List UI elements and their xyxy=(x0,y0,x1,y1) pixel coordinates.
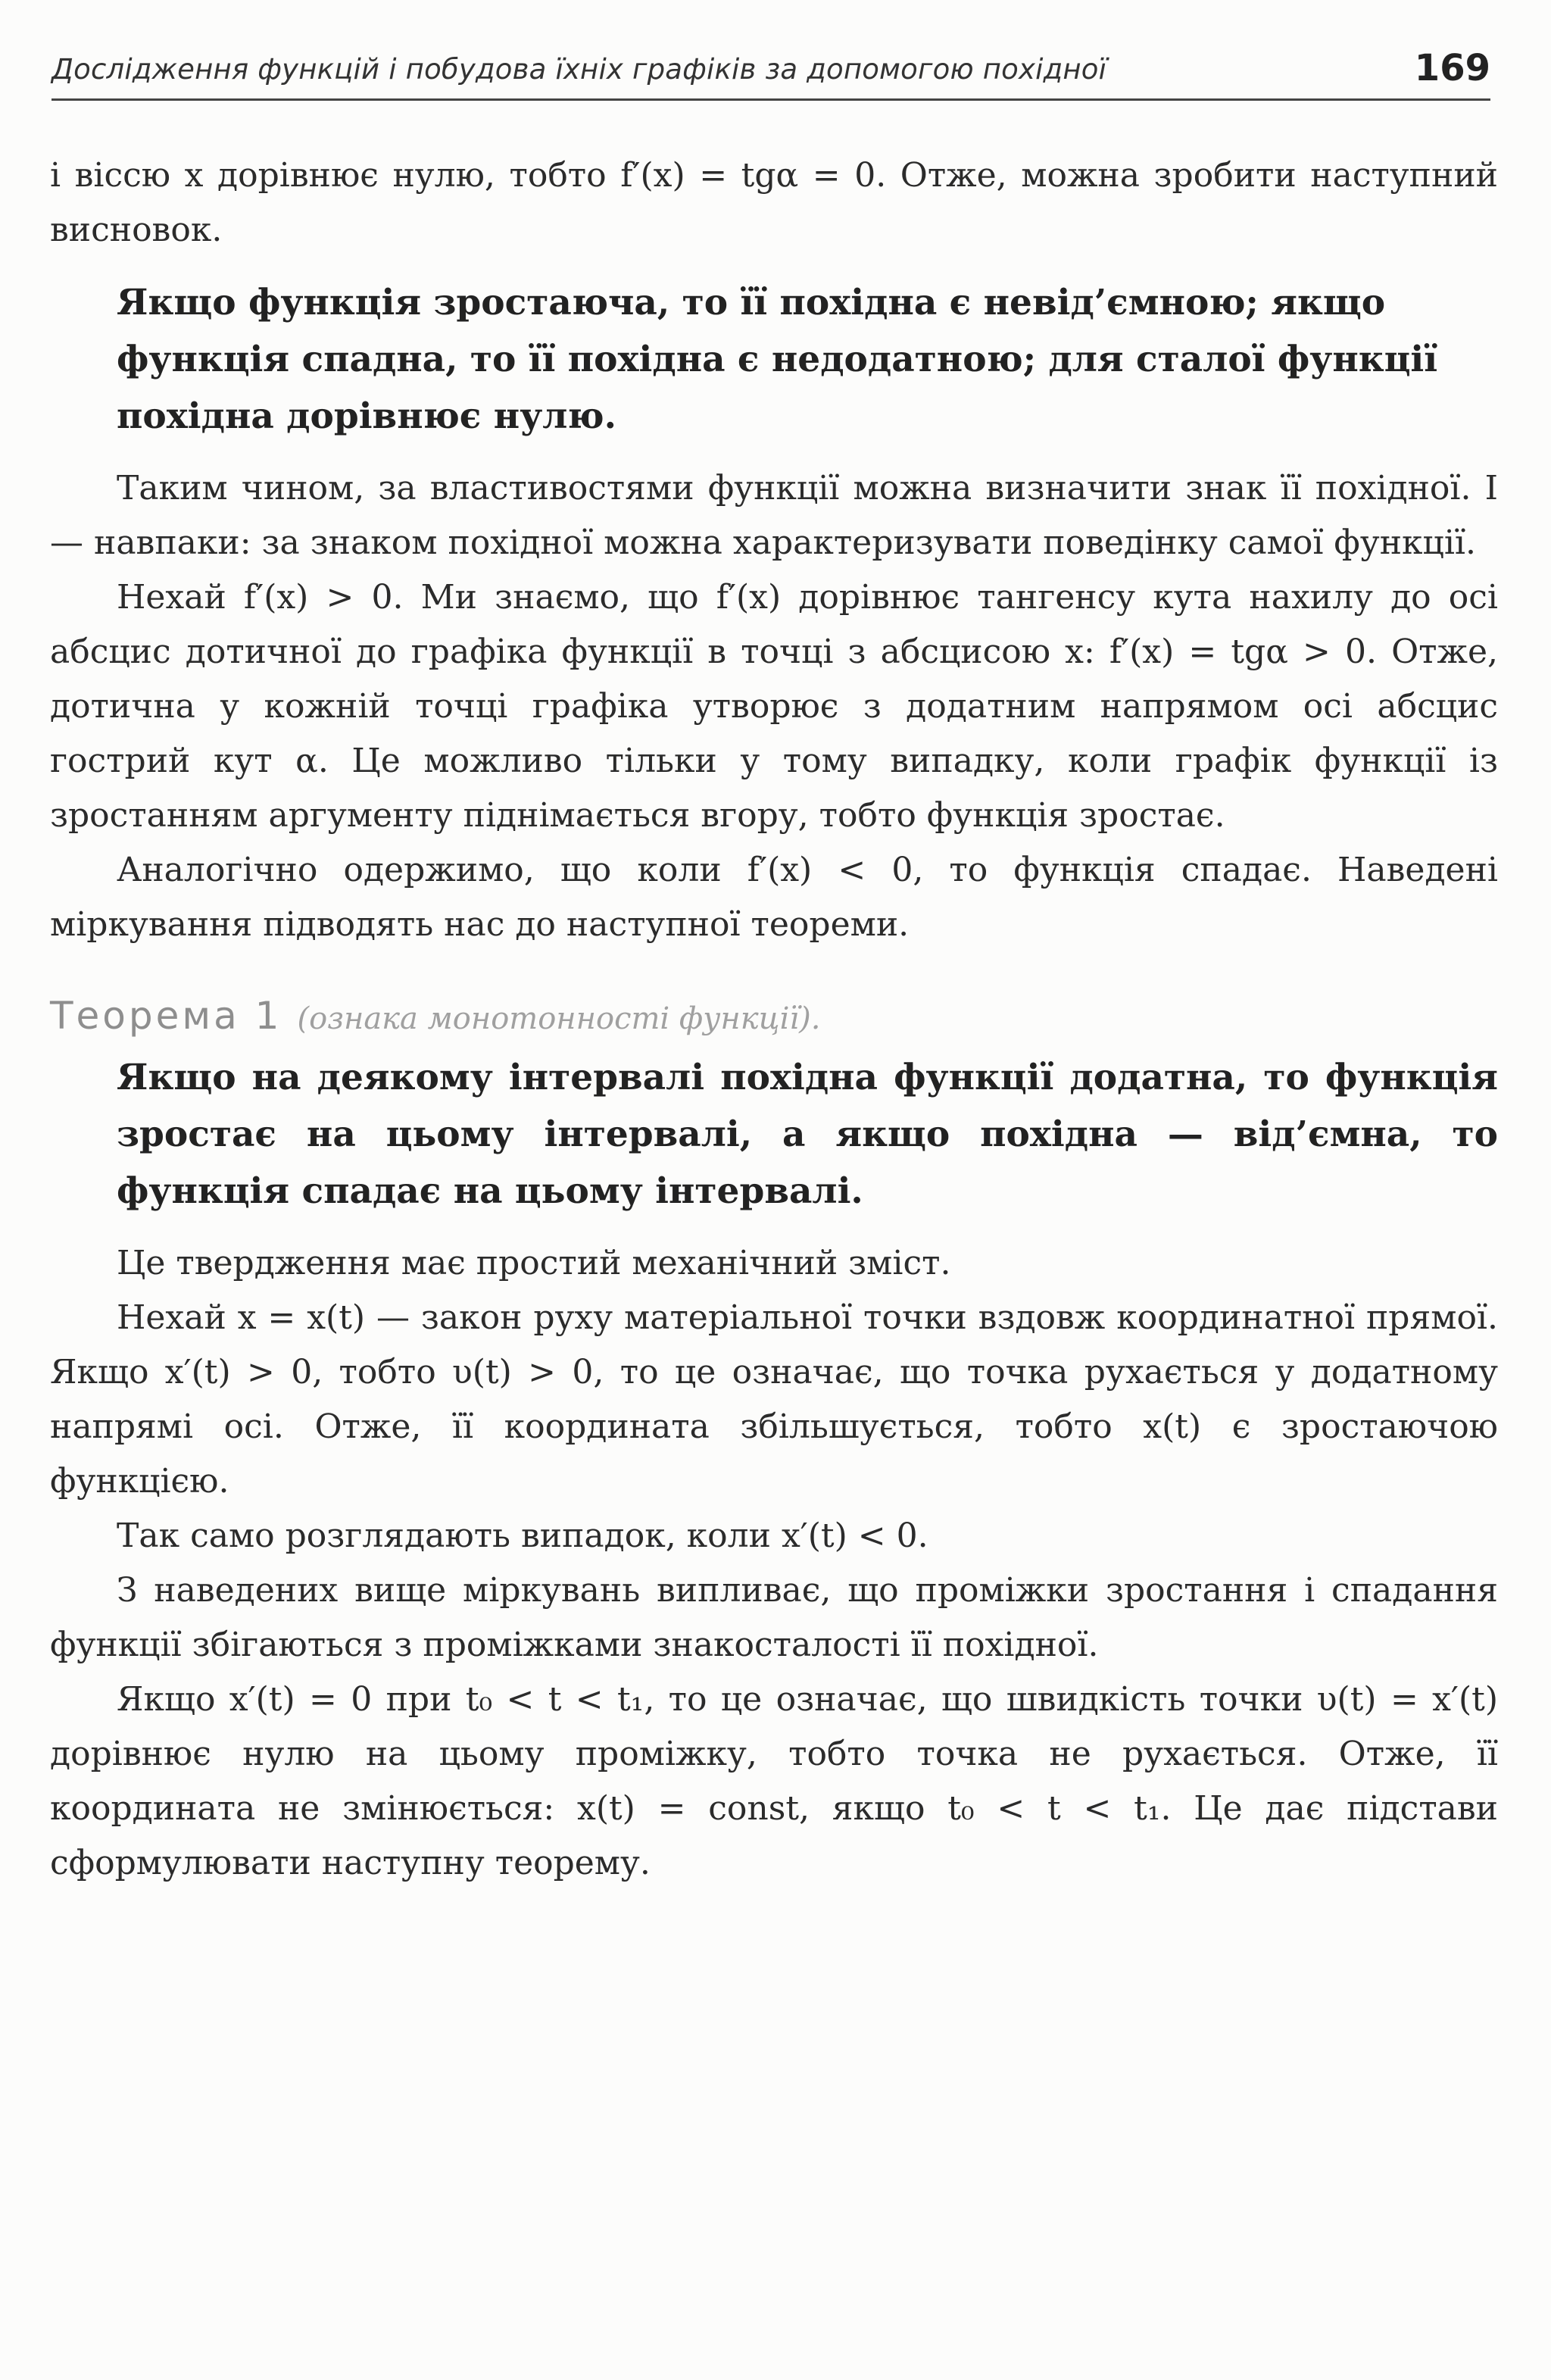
theorem-label: Теорема 1 xyxy=(50,994,282,1038)
highlighted-rule: Якщо функція зростаюча, то її похідна є невід’ємною; якщо функція спадна, то її похідна є недодатною; для сталої функції похідна дорівнює нулю. xyxy=(117,282,1438,437)
paragraph-intro: і віссю x дорівнює нулю, тобто f′(x) = tgα = 0. Отже, можна зробити наступний висновок. xyxy=(50,156,1498,249)
theorem-heading xyxy=(50,985,1498,1049)
paragraph-let: Нехай f′(x) > 0. Ми знаємо, що f′(x) дорівнює тангенсу кута нахилу до осі абсцис дотичної до графіка функції в точці з абсцисою x: f′(x) = tgα > 0. Отже, дотична у кожній точці графіка утворює з додатним напрямом осі абсцис гострий кут α. Це можливо тільки у тому випадку, коли графік функції із зростанням аргументу піднімається вгору, тобто функція зростає. xyxy=(50,578,1498,835)
paragraph-same-case: Так само розглядають випадок, коли x′(t) < 0. xyxy=(117,1516,928,1555)
paragraph-analog: Аналогічно одержимо, що коли f′(x) < 0, то функція спадає. Наведені міркування підводять нас до наступної теореми. xyxy=(50,851,1498,944)
paragraph-if-zero: Якщо x′(t) = 0 при t₀ < t < t₁, то це означає, що швидкість точки υ(t) = x′(t) дорівнює нулю на цьому проміжку, тобто точка не рухається. Отже, її координата не змінюється: x(t) = const, якщо t₀ < t < t₁. Це дає підстави сформулювати наступну теорему. xyxy=(50,1680,1498,1882)
theorem-statement: Якщо на деякому інтервалі похідна функції додатна, то функція зростає на цьому інтервалі, а якщо похідна — від’ємна, то функція спадає на цьому інтервалі. xyxy=(117,1057,1498,1212)
paragraph-from: З наведених вище міркувань випливає, що проміжки зростання і спадання функції збігаються з проміжками знакосталості її похідної. xyxy=(50,1571,1498,1664)
running-title: Дослідження функцій і побудова їхніх графіків за допомогою похідної xyxy=(51,53,1107,86)
paragraph-thus: Таким чином, за властивостями функції можна визначити знак її похідної. І — навпаки: за знаком похідної можна характеризувати поведінку самої функції. xyxy=(50,469,1498,562)
page-number: 169 xyxy=(1414,47,1490,89)
running-header xyxy=(51,45,1490,101)
paragraph-mechanical: Це твердження має простий механічний зміст. xyxy=(117,1244,951,1282)
paragraph-motion: Нехай x = x(t) — закон руху матеріальної точки вздовж координатної прямої. Якщо x′(t) > 0, тобто υ(t) > 0, то це означає, що точка рухається у додатному напрямі осі. Отже, її координата збільшується, тобто x(t) є зростаючою функцією. xyxy=(50,1298,1498,1501)
page-body xyxy=(50,148,1498,1891)
theorem-note: (ознака монотонності функції). xyxy=(297,1001,821,1036)
